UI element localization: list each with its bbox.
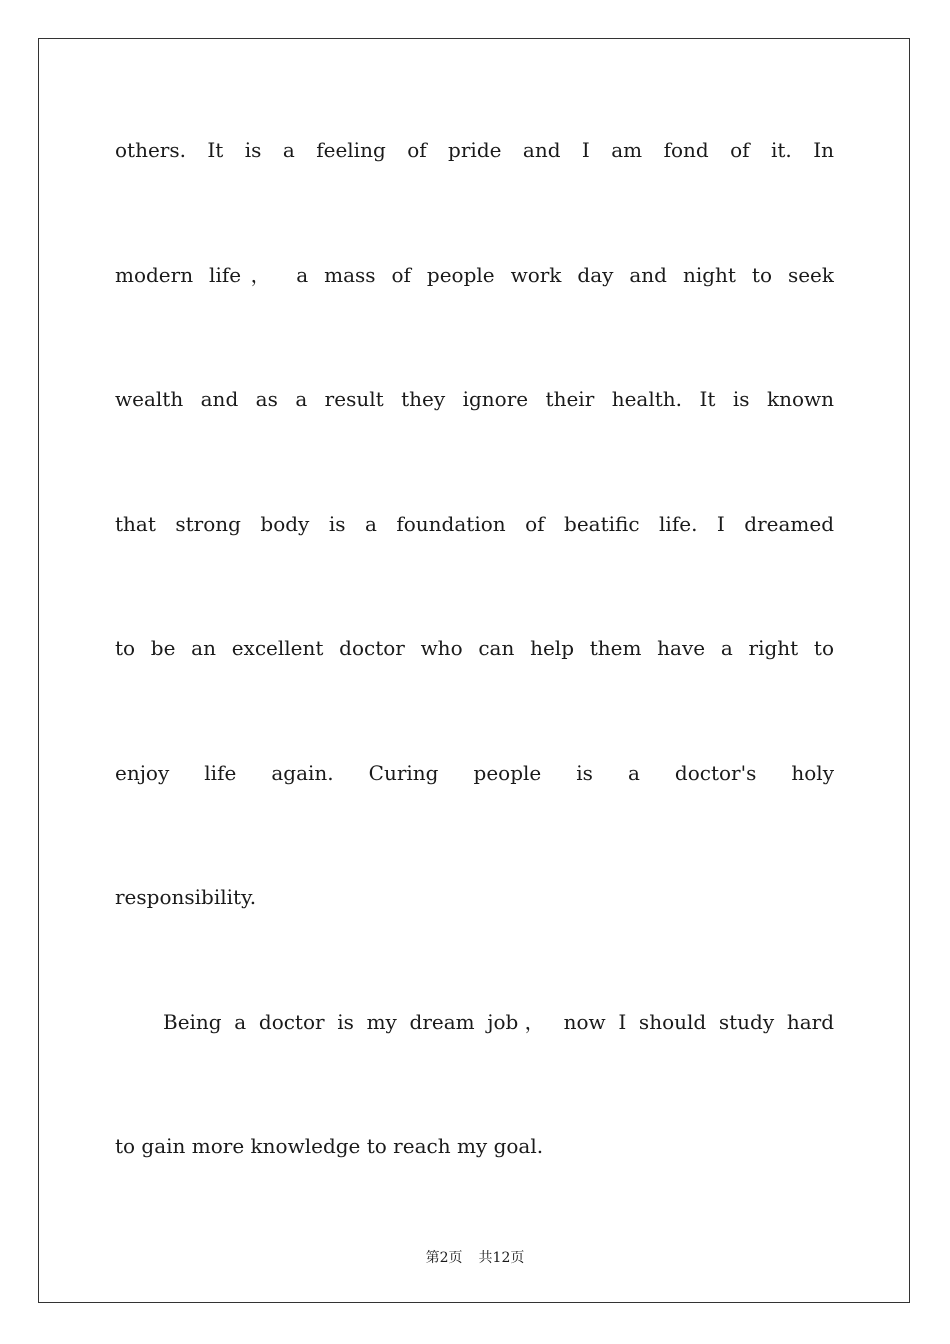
page-number: 第2页 xyxy=(425,1250,463,1266)
text-line: modern life， a mass of people work day and night to seek xyxy=(115,262,834,287)
text-line: others. It is a feeling of pride and I am fond of it. In xyxy=(115,138,834,162)
text-line: to be an excellent doctor who can help them have a right to xyxy=(115,636,834,660)
paragraph-first-line: Being a doctor is my dream job， now I should study hard xyxy=(163,1009,834,1034)
text-line: that strong body is a foundation of beatific life. I dreamed xyxy=(115,511,834,536)
document-body xyxy=(115,124,834,1245)
total-pages: 共12页 xyxy=(478,1250,525,1266)
page-footer xyxy=(0,1247,950,1267)
text-line: wealth and as a result they ignore their health. It is known xyxy=(115,387,834,411)
text-line: responsibility. xyxy=(115,885,257,909)
text-line: to gain more knowledge to reach my goal. xyxy=(115,1134,544,1158)
text-line: enjoy life again. Curing people is a doctor's holy xyxy=(115,760,834,785)
